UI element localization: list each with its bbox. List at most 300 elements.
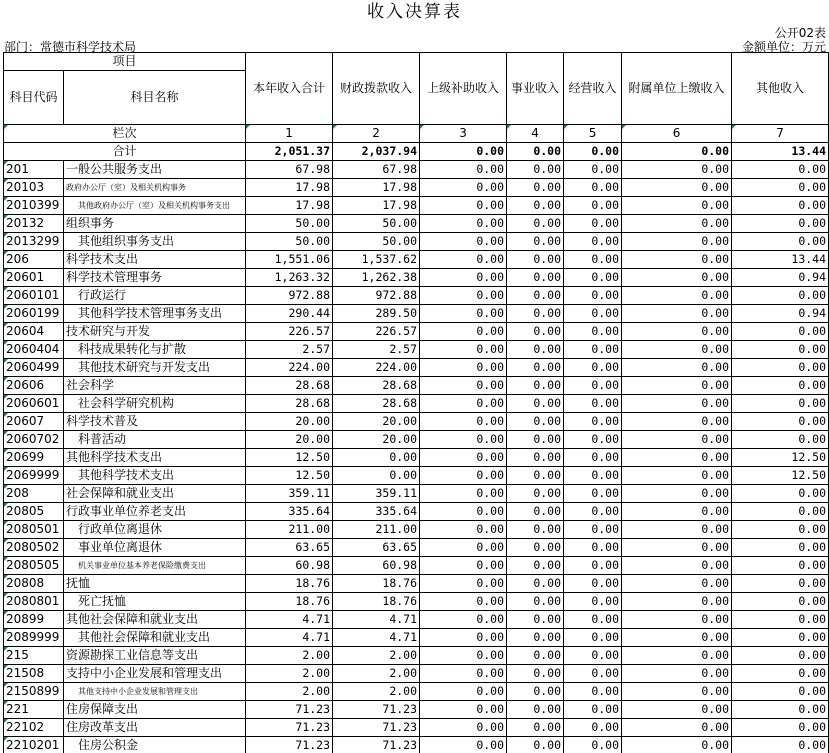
row-value-2: 0.00	[333, 449, 420, 467]
row-code: 20808	[4, 575, 64, 593]
row-value-1: 2.00	[246, 647, 333, 665]
row-value-1: 71.23	[246, 737, 333, 753]
header-col-6: 附属单位上缴收入	[622, 53, 732, 125]
row-code: 2089999	[4, 629, 64, 647]
row-code: 20606	[4, 377, 64, 395]
row-value-3: 0.00	[420, 233, 507, 251]
row-value-1: 359.11	[246, 485, 333, 503]
row-value-6: 0.00	[622, 539, 732, 557]
header-col-7: 其他收入	[732, 53, 829, 125]
row-value-7: 0.00	[732, 593, 829, 611]
row-value-6: 0.00	[622, 737, 732, 753]
row-value-6: 0.00	[622, 251, 732, 269]
table-row	[4, 719, 829, 737]
table-row	[4, 287, 829, 305]
row-value-5: 0.00	[564, 557, 622, 575]
row-code: 201	[4, 161, 64, 179]
row-value-2: 50.00	[333, 233, 420, 251]
row-code: 20601	[4, 269, 64, 287]
row-value-7: 0.00	[732, 683, 829, 701]
row-value-7: 0.00	[732, 233, 829, 251]
row-code: 20103	[4, 179, 64, 197]
row-value-1: 1,263.32	[246, 269, 333, 287]
row-value-5: 0.00	[564, 611, 622, 629]
row-value-3: 0.00	[420, 413, 507, 431]
row-value-7: 0.00	[732, 287, 829, 305]
row-value-7: 0.00	[732, 647, 829, 665]
row-value-1: 17.98	[246, 197, 333, 215]
row-value-5: 0.00	[564, 665, 622, 683]
row-value-4: 0.00	[507, 251, 564, 269]
row-code: 2080501	[4, 521, 64, 539]
row-value-3: 0.00	[420, 197, 507, 215]
row-name: 其他组织事务支出	[64, 233, 246, 251]
row-value-2: 60.98	[333, 557, 420, 575]
row-value-2: 4.71	[333, 629, 420, 647]
row-value-5: 0.00	[564, 467, 622, 485]
row-value-5: 0.00	[564, 359, 622, 377]
row-value-7: 0.00	[732, 665, 829, 683]
row-value-1: 71.23	[246, 701, 333, 719]
row-value-6: 0.00	[622, 341, 732, 359]
header-item: 项目	[4, 53, 246, 71]
row-value-7: 0.00	[732, 485, 829, 503]
row-code: 22102	[4, 719, 64, 737]
row-value-6: 0.00	[622, 179, 732, 197]
row-name: 行政单位离退休	[64, 521, 246, 539]
total-value-2: 2,037.94	[333, 143, 420, 161]
table-row	[4, 413, 829, 431]
row-value-6: 0.00	[622, 395, 732, 413]
row-value-1: 290.44	[246, 305, 333, 323]
row-value-2: 17.98	[333, 179, 420, 197]
row-value-7: 0.00	[732, 197, 829, 215]
form-number: 公开02表	[774, 26, 826, 40]
row-value-2: 226.57	[333, 323, 420, 341]
row-value-4: 0.00	[507, 467, 564, 485]
row-name: 死亡抚恤	[64, 593, 246, 611]
row-value-1: 63.65	[246, 539, 333, 557]
row-value-6: 0.00	[622, 449, 732, 467]
row-value-1: 335.64	[246, 503, 333, 521]
row-value-3: 0.00	[420, 161, 507, 179]
row-value-3: 0.00	[420, 467, 507, 485]
table-row	[4, 683, 829, 701]
row-value-1: 67.98	[246, 161, 333, 179]
row-value-2: 2.00	[333, 647, 420, 665]
row-code: 21508	[4, 665, 64, 683]
row-value-4: 0.00	[507, 557, 564, 575]
row-name: 住房公积金	[64, 737, 246, 753]
row-code: 2060199	[4, 305, 64, 323]
row-value-6: 0.00	[622, 269, 732, 287]
total-value-7: 13.44	[732, 143, 829, 161]
row-value-3: 0.00	[420, 485, 507, 503]
row-name: 其他科学技术管理事务支出	[64, 305, 246, 323]
row-value-2: 0.00	[333, 467, 420, 485]
row-value-4: 0.00	[507, 377, 564, 395]
row-value-3: 0.00	[420, 215, 507, 233]
row-value-2: 71.23	[333, 701, 420, 719]
row-value-4: 0.00	[507, 323, 564, 341]
row-value-3: 0.00	[420, 341, 507, 359]
total-value-1: 2,051.37	[246, 143, 333, 161]
row-value-2: 50.00	[333, 215, 420, 233]
header-col-3: 上级补助收入	[420, 53, 507, 125]
table-row	[4, 503, 829, 521]
row-value-2: 1,537.62	[333, 251, 420, 269]
row-value-2: 28.68	[333, 377, 420, 395]
row-value-6: 0.00	[622, 521, 732, 539]
row-value-2: 224.00	[333, 359, 420, 377]
total-value-3: 0.00	[420, 143, 507, 161]
row-code: 221	[4, 701, 64, 719]
row-value-1: 28.68	[246, 395, 333, 413]
col-num-3: 3	[420, 125, 507, 143]
row-value-5: 0.00	[564, 161, 622, 179]
row-value-7: 0.00	[732, 395, 829, 413]
row-value-7: 0.00	[732, 359, 829, 377]
row-value-3: 0.00	[420, 611, 507, 629]
table-row	[4, 197, 829, 215]
row-name: 住房保障支出	[64, 701, 246, 719]
row-value-3: 0.00	[420, 431, 507, 449]
row-value-7: 0.00	[732, 377, 829, 395]
row-value-3: 0.00	[420, 647, 507, 665]
header-lanci: 栏次	[4, 125, 246, 143]
row-value-7: 0.94	[732, 269, 829, 287]
row-value-5: 0.00	[564, 377, 622, 395]
row-value-3: 0.00	[420, 593, 507, 611]
row-value-4: 0.00	[507, 719, 564, 737]
row-value-5: 0.00	[564, 413, 622, 431]
row-value-4: 0.00	[507, 449, 564, 467]
row-code: 2060404	[4, 341, 64, 359]
row-value-7: 0.00	[732, 179, 829, 197]
row-value-3: 0.00	[420, 701, 507, 719]
income-table-container	[3, 52, 829, 753]
row-value-3: 0.00	[420, 287, 507, 305]
row-value-7: 0.00	[732, 719, 829, 737]
row-value-2: 71.23	[333, 719, 420, 737]
table-row	[4, 557, 829, 575]
row-value-1: 2.57	[246, 341, 333, 359]
col-num-6: 6	[622, 125, 732, 143]
row-value-5: 0.00	[564, 683, 622, 701]
row-value-4: 0.00	[507, 521, 564, 539]
row-value-4: 0.00	[507, 233, 564, 251]
row-value-6: 0.00	[622, 215, 732, 233]
row-value-5: 0.00	[564, 287, 622, 305]
row-value-1: 972.88	[246, 287, 333, 305]
row-value-3: 0.00	[420, 719, 507, 737]
row-name: 机关事业单位基本养老保险缴费支出	[64, 557, 246, 575]
row-value-5: 0.00	[564, 197, 622, 215]
row-code: 2080505	[4, 557, 64, 575]
row-value-2: 4.71	[333, 611, 420, 629]
row-value-7: 0.94	[732, 305, 829, 323]
row-value-1: 226.57	[246, 323, 333, 341]
row-code: 206	[4, 251, 64, 269]
row-value-7: 0.00	[732, 575, 829, 593]
row-value-4: 0.00	[507, 647, 564, 665]
row-code: 2060499	[4, 359, 64, 377]
row-value-3: 0.00	[420, 323, 507, 341]
row-name: 科技成果转化与扩散	[64, 341, 246, 359]
row-value-2: 2.00	[333, 683, 420, 701]
row-name: 行政事业单位养老支出	[64, 503, 246, 521]
row-code: 2080502	[4, 539, 64, 557]
row-code: 2013299	[4, 233, 64, 251]
header-col-1: 本年收入合计	[246, 53, 333, 125]
row-name: 其他科学技术支出	[64, 449, 246, 467]
table-row	[4, 629, 829, 647]
row-value-1: 2.00	[246, 665, 333, 683]
row-code: 2010399	[4, 197, 64, 215]
row-name: 住房改革支出	[64, 719, 246, 737]
row-value-1: 4.71	[246, 611, 333, 629]
table-row	[4, 539, 829, 557]
table-row	[4, 251, 829, 269]
row-value-3: 0.00	[420, 539, 507, 557]
row-value-1: 20.00	[246, 413, 333, 431]
row-code: 2069999	[4, 467, 64, 485]
header-col-5: 经营收入	[564, 53, 622, 125]
row-value-2: 71.23	[333, 737, 420, 753]
table-row	[4, 737, 829, 753]
table-row	[4, 305, 829, 323]
row-value-4: 0.00	[507, 215, 564, 233]
department-label: 部门：常德市科学技术局	[4, 40, 137, 54]
row-value-1: 71.23	[246, 719, 333, 737]
row-value-2: 28.68	[333, 395, 420, 413]
row-code: 20805	[4, 503, 64, 521]
row-code: 2060101	[4, 287, 64, 305]
row-value-1: 60.98	[246, 557, 333, 575]
row-name: 其他政府办公厅（室）及相关机构事务支出	[64, 197, 246, 215]
table-row	[4, 593, 829, 611]
row-value-2: 18.76	[333, 575, 420, 593]
table-row	[4, 431, 829, 449]
table-row	[4, 323, 829, 341]
row-value-4: 0.00	[507, 359, 564, 377]
row-value-1: 50.00	[246, 233, 333, 251]
row-value-4: 0.00	[507, 485, 564, 503]
row-value-1: 12.50	[246, 467, 333, 485]
row-value-2: 1,262.38	[333, 269, 420, 287]
row-value-1: 50.00	[246, 215, 333, 233]
row-value-6: 0.00	[622, 557, 732, 575]
col-num-1: 1	[246, 125, 333, 143]
row-value-1: 211.00	[246, 521, 333, 539]
row-value-7: 0.00	[732, 161, 829, 179]
row-value-7: 13.44	[732, 251, 829, 269]
row-name: 科学技术支出	[64, 251, 246, 269]
row-value-7: 0.00	[732, 323, 829, 341]
row-name: 技术研究与开发	[64, 323, 246, 341]
row-value-4: 0.00	[507, 197, 564, 215]
row-name: 社会保障和就业支出	[64, 485, 246, 503]
row-value-1: 1,551.06	[246, 251, 333, 269]
page-title: 收入决算表	[367, 2, 462, 22]
row-value-5: 0.00	[564, 575, 622, 593]
total-label: 合计	[4, 143, 246, 161]
row-value-3: 0.00	[420, 269, 507, 287]
table-row	[4, 161, 829, 179]
row-value-3: 0.00	[420, 377, 507, 395]
row-name: 社会科学研究机构	[64, 395, 246, 413]
row-value-6: 0.00	[622, 197, 732, 215]
row-value-5: 0.00	[564, 539, 622, 557]
row-value-5: 0.00	[564, 701, 622, 719]
table-row	[4, 341, 829, 359]
row-value-6: 0.00	[622, 305, 732, 323]
row-value-6: 0.00	[622, 719, 732, 737]
row-name: 其他社会保障和就业支出	[64, 611, 246, 629]
row-value-2: 211.00	[333, 521, 420, 539]
row-value-6: 0.00	[622, 503, 732, 521]
row-value-5: 0.00	[564, 503, 622, 521]
row-value-7: 0.00	[732, 503, 829, 521]
row-code: 2080801	[4, 593, 64, 611]
row-value-2: 972.88	[333, 287, 420, 305]
row-value-1: 18.76	[246, 575, 333, 593]
row-value-5: 0.00	[564, 449, 622, 467]
row-value-4: 0.00	[507, 413, 564, 431]
row-value-7: 0.00	[732, 629, 829, 647]
table-row	[4, 395, 829, 413]
row-value-4: 0.00	[507, 665, 564, 683]
row-code: 2060601	[4, 395, 64, 413]
row-value-5: 0.00	[564, 521, 622, 539]
col-num-5: 5	[564, 125, 622, 143]
row-value-6: 0.00	[622, 683, 732, 701]
row-code: 208	[4, 485, 64, 503]
row-value-4: 0.00	[507, 395, 564, 413]
row-name: 科学技术管理事务	[64, 269, 246, 287]
row-name: 一般公共服务支出	[64, 161, 246, 179]
row-value-4: 0.00	[507, 269, 564, 287]
row-value-7: 12.50	[732, 467, 829, 485]
row-value-4: 0.00	[507, 179, 564, 197]
col-num-7: 7	[732, 125, 829, 143]
row-value-2: 2.00	[333, 665, 420, 683]
row-name: 组织事务	[64, 215, 246, 233]
row-value-4: 0.00	[507, 737, 564, 753]
col-num-2: 2	[333, 125, 420, 143]
row-value-6: 0.00	[622, 413, 732, 431]
row-value-6: 0.00	[622, 575, 732, 593]
table-row	[4, 611, 829, 629]
row-value-3: 0.00	[420, 305, 507, 323]
row-value-6: 0.00	[622, 611, 732, 629]
table-row	[4, 521, 829, 539]
row-value-6: 0.00	[622, 485, 732, 503]
row-value-4: 0.00	[507, 683, 564, 701]
row-value-7: 0.00	[732, 341, 829, 359]
row-value-5: 0.00	[564, 395, 622, 413]
total-value-5: 0.00	[564, 143, 622, 161]
row-value-4: 0.00	[507, 575, 564, 593]
row-value-4: 0.00	[507, 611, 564, 629]
row-value-5: 0.00	[564, 251, 622, 269]
row-value-3: 0.00	[420, 521, 507, 539]
row-value-2: 18.76	[333, 593, 420, 611]
row-value-7: 0.00	[732, 431, 829, 449]
row-value-6: 0.00	[622, 161, 732, 179]
row-code: 20132	[4, 215, 64, 233]
table-row	[4, 359, 829, 377]
row-value-2: 335.64	[333, 503, 420, 521]
table-row	[4, 467, 829, 485]
row-name: 其他社会保障和就业支出	[64, 629, 246, 647]
row-value-3: 0.00	[420, 179, 507, 197]
row-value-6: 0.00	[622, 431, 732, 449]
row-value-5: 0.00	[564, 233, 622, 251]
row-value-1: 4.71	[246, 629, 333, 647]
row-value-5: 0.00	[564, 305, 622, 323]
row-name: 行政运行	[64, 287, 246, 305]
row-value-4: 0.00	[507, 287, 564, 305]
row-code: 2210201	[4, 737, 64, 753]
row-value-3: 0.00	[420, 665, 507, 683]
row-value-6: 0.00	[622, 287, 732, 305]
unit-label: 金额单位：万元	[741, 40, 826, 54]
header-col-2: 财政拨款收入	[333, 53, 420, 125]
row-value-4: 0.00	[507, 341, 564, 359]
row-value-6: 0.00	[622, 629, 732, 647]
row-value-2: 17.98	[333, 197, 420, 215]
row-code: 20604	[4, 323, 64, 341]
row-value-1: 224.00	[246, 359, 333, 377]
row-value-3: 0.00	[420, 359, 507, 377]
row-value-6: 0.00	[622, 377, 732, 395]
row-value-6: 0.00	[622, 233, 732, 251]
row-code: 20899	[4, 611, 64, 629]
row-name: 政府办公厅（室）及相关机构事务	[64, 179, 246, 197]
row-value-6: 0.00	[622, 467, 732, 485]
row-name: 科普活动	[64, 431, 246, 449]
row-value-5: 0.00	[564, 593, 622, 611]
row-value-2: 289.50	[333, 305, 420, 323]
row-value-3: 0.00	[420, 251, 507, 269]
row-value-6: 0.00	[622, 593, 732, 611]
table-row	[4, 647, 829, 665]
table-row	[4, 701, 829, 719]
row-value-7: 0.00	[732, 611, 829, 629]
row-value-7: 0.00	[732, 701, 829, 719]
income-table	[3, 52, 829, 753]
header-name: 科目名称	[64, 71, 246, 125]
row-value-5: 0.00	[564, 647, 622, 665]
row-value-7: 0.00	[732, 521, 829, 539]
row-name: 社会科学	[64, 377, 246, 395]
row-value-2: 2.57	[333, 341, 420, 359]
row-value-1: 17.98	[246, 179, 333, 197]
row-value-6: 0.00	[622, 665, 732, 683]
row-code: 215	[4, 647, 64, 665]
row-value-3: 0.00	[420, 629, 507, 647]
row-value-5: 0.00	[564, 737, 622, 753]
table-row	[4, 377, 829, 395]
row-value-4: 0.00	[507, 431, 564, 449]
row-value-3: 0.00	[420, 449, 507, 467]
row-value-7: 0.00	[732, 215, 829, 233]
table-row	[4, 449, 829, 467]
row-code: 2060702	[4, 431, 64, 449]
row-value-2: 63.65	[333, 539, 420, 557]
row-value-2: 20.00	[333, 413, 420, 431]
